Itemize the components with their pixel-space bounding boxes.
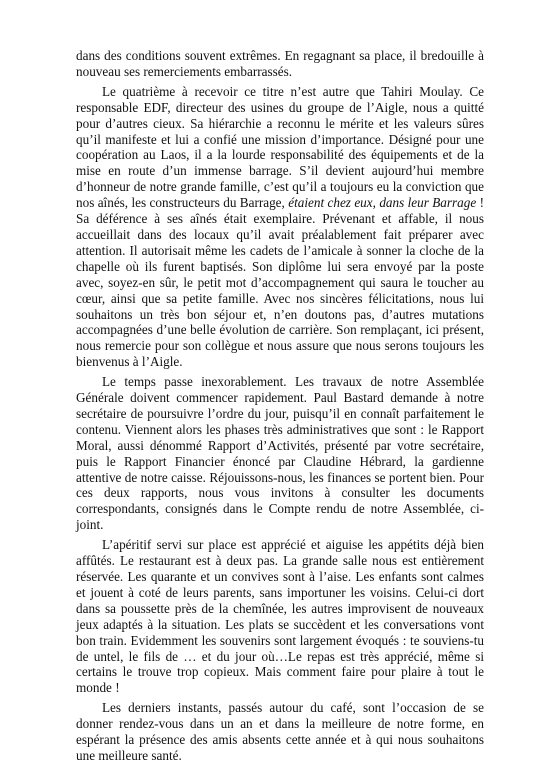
- paragraph-4: [76, 537, 484, 696]
- paragraph-2-text-b: ! Sa déférence à ses aînés était exemplaire. Prévenant et affable, il nous accueillait dans des locaux qu’il avait préalablement fait préparer avec attention. Il autorisait même les cadets de l’amicale à sonner la cloche de la chapelle où ils furent baptisés. Son diplôme lui sera envoyé par la poste avec, soyez-en sûr, le petit mot d’accompagnement qui saura le toucher au cœur, ainsi que sa petite famille. Avec nos sincères félicitations, nous lui souhaitons un très bon séjour et, n’en doutons pas, d’autres mutations accompagnées d’une belle évolution de carrière. Son remplaçant, ici présent, nous remercie pour son collègue et nous assure que nous serons toujours les bienvenus à l’Aigle.: [76, 195, 484, 370]
- paragraph-1: [76, 48, 484, 80]
- paragraph-3-text: Le temps passe inexorablement. Les travaux de notre Assemblée Générale doivent commencer rapidement. Paul Bastard demande à notre secrétaire de poursuivre l’ordre du jour, puisqu’il en connaît parfaitement le contenu. Viennent alors les phases très administratives que sont : le Rapport Moral, aussi dénommé Rapport d’Activités, présenté par votre secrétaire, puis le Rapport Financier énoncé par Claudine Hébrard, la gardienne attentive de notre caisse. Réjouissons-nous, les finances se portent bien. Pour ces deux rapports, nous vous invitons à consulter les documents correspondants, consignés dans le Compte rendu de notre Assemblée, ci-joint.: [76, 374, 484, 533]
- paragraph-3: [76, 374, 484, 533]
- paragraph-5-text: Les derniers instants, passés autour du café, sont l’occasion de se donner rendez-vous dans un an et dans la meilleure de notre forme, en espérant la présence des amis absents cette année et à qui nous souhaitons une meilleure santé.: [76, 700, 484, 763]
- paragraph-4-text: L’apéritif servi sur place est apprécié et aiguise les appétits déjà bien affûtés. Le restaurant est à deux pas. La grande salle nous est entièrement réservée. Les quarante et un convives sont à l’aise. Les enfants sont calmes et jouent à coté de leurs parents, sans importuner les voisins. Celui-ci dort dans sa poussette près de la chemînée, les autres improvisent de nouveaux jeux adaptés à la situation. Les plats se succèdent et les conversations vont bon train. Evidemment les souvenirs sont largement évoqués : te souviens-tu de untel, le fils de … et du jour où…Le repas est très apprécié, même si certains le trouve trop copieux. Mais comment faire pour plaire à tout le monde !: [76, 537, 484, 696]
- paragraph-2: [76, 84, 484, 370]
- paragraph-1-text: dans des conditions souvent extrêmes. En regagnant sa place, il bredouille à nouveau ses remerciements embarrassés.: [76, 48, 484, 79]
- paragraph-2-text-a: Le quatrième à recevoir ce titre n’est autre que Tahiri Moulay. Ce responsable EDF, directeur des usines du groupe de l’Aigle, nous a quitté pour d’autres cieux. Sa hiérarchie a reconnu le mérite et les valeurs sûres qu’il manifeste et lui a confié une mission d’importance. Désigné pour une coopération au Laos, il a la lourde responsabilité des équipements et de la mise en route d’un immense barrage. S’il devient aujourd’hui membre d’honneur de notre grande famille, c’est qu’il a toujours eu la conviction que nos aînés, les constructeurs du Barrage,: [76, 83, 484, 211]
- document-page: [76, 48, 484, 764]
- paragraph-2-italic-phrase: étaient chez eux, dans leur Barrage: [288, 195, 477, 211]
- paragraph-5: [76, 700, 484, 764]
